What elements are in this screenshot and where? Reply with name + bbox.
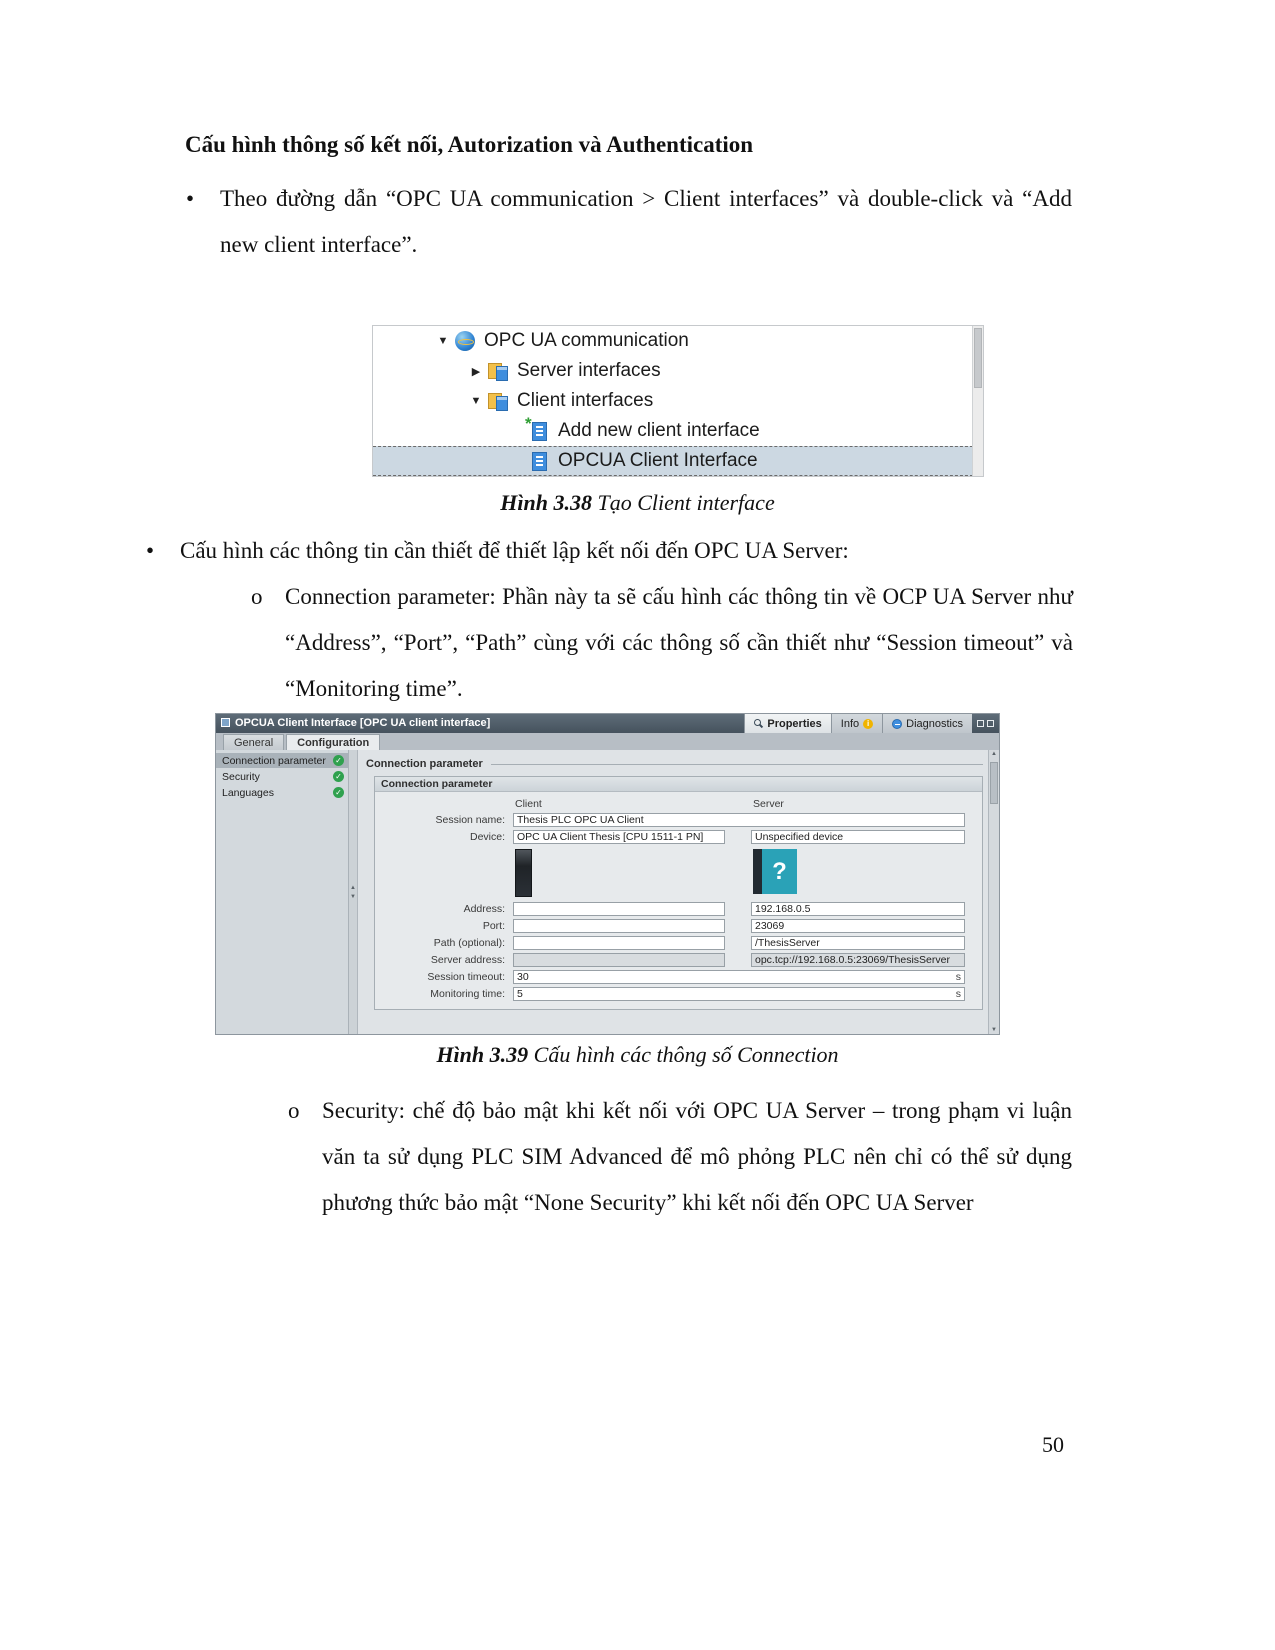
- page-number: 50: [1042, 1432, 1064, 1457]
- tree-item-label: OPCUA Client Interface: [558, 450, 758, 471]
- ok-check-icon: ✓: [333, 771, 344, 782]
- monitoring-time-value: 5: [517, 988, 523, 1000]
- device-server-input[interactable]: Unspecified device: [751, 830, 965, 844]
- session-timeout-input[interactable]: [513, 970, 965, 984]
- info-icon: i: [863, 719, 873, 729]
- question-mark-icon: ?: [762, 849, 797, 894]
- server-device-image-cell: [751, 847, 965, 899]
- ok-check-icon: ✓: [333, 787, 344, 798]
- bullet-text-2: Cấu hình các thông tin cần thiết để thiết lập kết nối đến OPC UA Server:: [180, 538, 849, 563]
- nav-item-label: Connection parameter: [222, 754, 326, 767]
- sub-bullet-marker: o: [288, 1098, 300, 1123]
- tab-configuration[interactable]: Configuration: [286, 734, 380, 750]
- tree-item-label: Server interfaces: [517, 360, 661, 381]
- spacer: [725, 847, 751, 899]
- connection-form: [375, 792, 982, 1009]
- server-interfaces-folder-icon: [488, 361, 508, 381]
- address-label: Address:: [463, 903, 505, 915]
- tree-item-label: Client interfaces: [517, 390, 654, 411]
- panel-body: [216, 750, 999, 1034]
- add-new-interface-icon: [525, 414, 549, 441]
- figure-caption-1: [0, 490, 1275, 516]
- sub-bullet-paragraph-1: [251, 574, 1073, 712]
- client-column-header: Client: [515, 798, 542, 810]
- panel-title-icon: [221, 718, 230, 727]
- figure-caption-2: [0, 1042, 1275, 1068]
- tab-diagnostics[interactable]: [882, 714, 972, 733]
- spacer: [725, 902, 751, 916]
- client-interface-icon: [529, 451, 549, 471]
- tree-item-label: Add new client interface: [558, 420, 760, 441]
- server-address-label: Server address:: [430, 954, 505, 966]
- client-device-image-cell: [513, 847, 725, 899]
- spacer: [725, 798, 751, 810]
- bullet-marker: •: [186, 186, 195, 211]
- scroll-up-icon[interactable]: ▲: [991, 751, 997, 757]
- tab-diagnostics-label: Diagnostics: [906, 717, 963, 730]
- nav-item-connection-parameter[interactable]: [216, 753, 348, 768]
- bullet-paragraph-2: [146, 528, 1080, 574]
- tree-item-opcua-communication[interactable]: [373, 326, 983, 356]
- section-title: Connection parameter: [366, 758, 483, 770]
- sub-bullet-text-1: Connection parameter: Phần này ta sẽ cấu hình các thông tin về OCP UA Server như “Address”, “Port”, “Path” cùng với các thông số cần thiết như “Session timeout” và “Monitoring time”.: [285, 584, 1073, 701]
- seconds-unit: s: [955, 988, 961, 1000]
- bullet-marker: •: [146, 538, 155, 563]
- sub-bullet-marker: o: [251, 584, 263, 609]
- tab-properties[interactable]: [744, 714, 830, 733]
- tree-scrollbar-thumb[interactable]: [974, 328, 982, 388]
- bullet-paragraph-1: [186, 176, 1072, 268]
- address-server-input[interactable]: 192.168.0.5: [751, 902, 965, 916]
- expand-arrow-icon[interactable]: ▼: [470, 395, 482, 407]
- tab-info-label: Info: [840, 717, 860, 730]
- panel-tab-row: [216, 733, 999, 750]
- device-client-input[interactable]: OPC UA Client Thesis [CPU 1511-1 PN]: [513, 830, 725, 844]
- scroll-down-icon[interactable]: ▼: [991, 1027, 997, 1033]
- server-address-client-input: [513, 953, 725, 967]
- address-client-input[interactable]: [513, 902, 725, 916]
- figure-title: Tạo Client interface: [592, 490, 775, 515]
- nav-splitter[interactable]: [349, 750, 358, 1034]
- properties-icon: [754, 719, 763, 729]
- spacer: [725, 953, 751, 967]
- port-client-input[interactable]: [513, 919, 725, 933]
- spacer: [725, 919, 751, 933]
- panel-scrollbar[interactable]: [988, 750, 999, 1034]
- port-server-input[interactable]: 23069: [751, 919, 965, 933]
- tree-item-opcua-client-interface[interactable]: [373, 446, 983, 476]
- collapse-icon[interactable]: [987, 720, 994, 727]
- bullet-text-1: Theo đường dẫn “OPC UA communication > Client interfaces” và double-click và “Add new client interface”.: [220, 186, 1072, 257]
- nav-item-security[interactable]: [216, 769, 348, 784]
- session-name-label: Session name:: [435, 814, 505, 826]
- group-title: Connection parameter: [375, 777, 982, 792]
- device-label: Device:: [469, 831, 505, 843]
- tree-scrollbar[interactable]: [972, 326, 983, 476]
- panel-main: [358, 750, 988, 1034]
- tree-item-label: OPC UA communication: [484, 330, 689, 351]
- project-tree-screenshot: [372, 325, 984, 477]
- splitter-up-icon[interactable]: ▲: [350, 884, 356, 891]
- tab-general[interactable]: General: [223, 734, 284, 750]
- seconds-unit: s: [955, 971, 961, 983]
- client-plc-image: [515, 849, 532, 897]
- panel-scrollbar-thumb[interactable]: [990, 762, 998, 804]
- panel-titlebar: [216, 714, 999, 733]
- monitoring-time-input[interactable]: [513, 987, 965, 1001]
- panel-nav: [216, 750, 349, 1034]
- section-rule: [491, 764, 983, 765]
- tree-item-add-new-client-interface[interactable]: [373, 416, 983, 446]
- figure-number: Hình 3.39: [436, 1042, 529, 1067]
- session-name-input[interactable]: Thesis PLC OPC UA Client: [513, 813, 965, 827]
- tree-item-client-interfaces[interactable]: [373, 386, 983, 416]
- spacer: [725, 830, 751, 844]
- spacer: [725, 936, 751, 950]
- server-address-server-input: opc.tcp://192.168.0.5:23069/ThesisServer: [751, 953, 965, 967]
- tab-properties-label: Properties: [767, 717, 822, 730]
- properties-panel-screenshot: [215, 713, 1000, 1035]
- nav-item-label: Languages: [222, 786, 274, 799]
- session-timeout-value: 30: [517, 971, 529, 983]
- sub-bullet-paragraph-2: [288, 1088, 1072, 1226]
- spacer: [377, 847, 513, 899]
- opcua-communication-icon: [455, 331, 475, 351]
- tab-info[interactable]: [831, 714, 882, 733]
- spacer: [377, 798, 513, 810]
- window-controls[interactable]: [972, 714, 999, 733]
- monitoring-time-label: Monitoring time:: [430, 988, 505, 1000]
- new-star-icon: *: [525, 414, 532, 433]
- expand-arrow-icon[interactable]: ▶: [471, 365, 481, 378]
- panel-title: OPCUA Client Interface [OPC UA client interface]: [235, 717, 491, 729]
- connection-parameter-group: [374, 776, 983, 1010]
- figure-title: Cấu hình các thông số Connection: [528, 1042, 839, 1067]
- figure-number: Hình 3.38: [500, 490, 592, 515]
- section-heading: Cấu hình thông số kết nối, Autorization và Authentication: [185, 132, 754, 157]
- nav-item-languages[interactable]: [216, 785, 348, 800]
- path-server-input[interactable]: /ThesisServer: [751, 936, 965, 950]
- session-timeout-label: Session timeout:: [427, 971, 505, 983]
- path-client-input[interactable]: [513, 936, 725, 950]
- tree-item-server-interfaces[interactable]: [373, 356, 983, 386]
- port-label: Port:: [482, 920, 505, 932]
- path-label: Path (optional):: [433, 937, 505, 949]
- diagnostics-icon: [892, 719, 902, 729]
- device-image-edge: [753, 849, 762, 894]
- section-head: [366, 758, 983, 770]
- dock-icon[interactable]: [977, 720, 984, 727]
- ok-check-icon: ✓: [333, 755, 344, 766]
- client-interfaces-folder-icon: [488, 391, 508, 411]
- server-column-header: Server: [753, 798, 784, 810]
- nav-item-label: Security: [222, 770, 260, 783]
- unspecified-device-image: [753, 849, 797, 894]
- expand-arrow-icon[interactable]: ▼: [437, 335, 449, 347]
- splitter-down-icon[interactable]: ▼: [350, 893, 356, 900]
- sub-bullet-text-2: Security: chế độ bảo mật khi kết nối với OPC UA Server – trong phạm vi luận văn ta sử dụng PLC SIM Advanced để mô phỏng PLC nên chỉ có thể sử dụng phương thức bảo mật “None Security” khi kết nối đến OPC UA Server: [322, 1098, 1072, 1215]
